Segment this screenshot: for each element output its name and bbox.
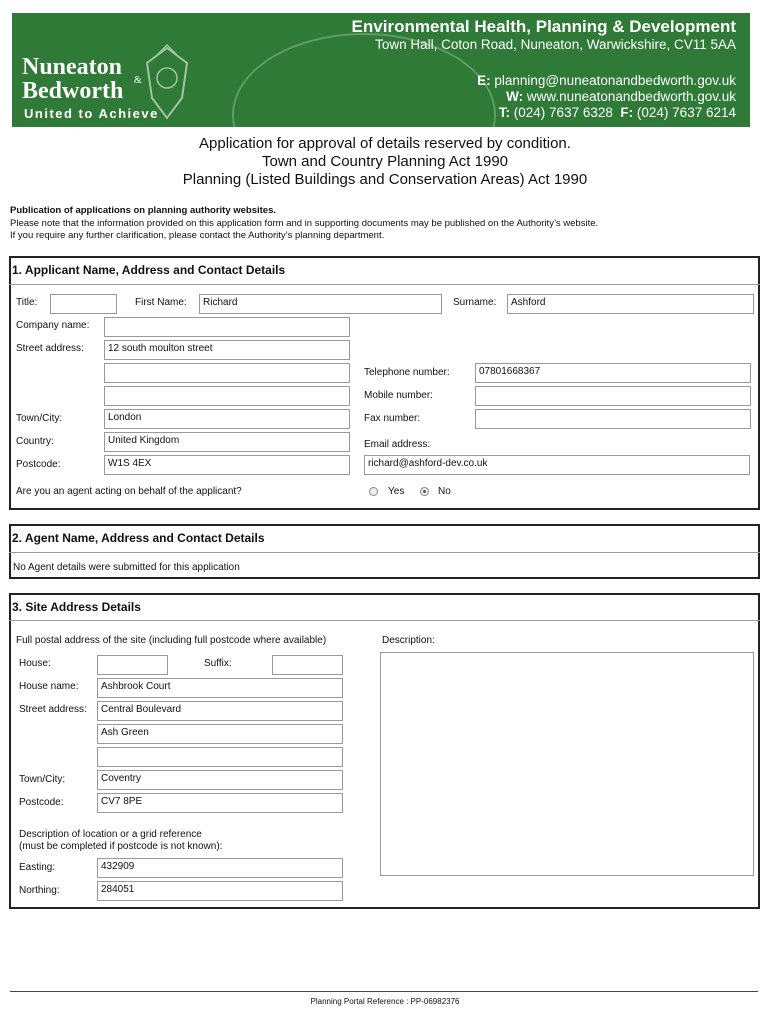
tel-value: (024) 7637 6328	[513, 105, 613, 120]
site-street-label: Street address:	[19, 704, 87, 715]
site-town-field[interactable]: Coventry	[97, 770, 343, 790]
publication-line2: If you require any further clarification, please contact the Authority’s planning department.	[10, 230, 385, 241]
agent-yes-label: Yes	[388, 486, 405, 497]
surname-field[interactable]: Ashford	[507, 294, 754, 314]
company-label: Company name:	[16, 320, 90, 331]
header-phone	[499, 105, 736, 120]
first-name-field[interactable]: Richard	[199, 294, 442, 314]
publication-heading: Publication of applications on planning authority websites.	[10, 205, 277, 216]
easting-label: Easting:	[19, 862, 56, 873]
email-label: E:	[477, 73, 491, 88]
logo-motto: United to Achieve	[24, 106, 159, 121]
form-title-line1: Application for approval of details reserved by condition.	[199, 135, 571, 152]
house-name-field[interactable]: Ashbrook Court	[97, 678, 343, 698]
portal-reference: Planning Portal Reference : PP-06982376	[310, 997, 460, 1006]
country-field[interactable]: United Kingdom	[104, 432, 350, 452]
fax-field[interactable]	[475, 409, 751, 429]
divider	[9, 552, 760, 553]
fax-label: F:	[620, 105, 634, 120]
telephone-field[interactable]: 07801668367	[475, 363, 751, 383]
street-field-2[interactable]	[104, 363, 350, 383]
site-postcode-field[interactable]: CV7 8PE	[97, 793, 343, 813]
web-value[interactable]: www.nuneatonandbedworth.gov.uk	[526, 89, 736, 104]
agent-heading: 2. Agent Name, Address and Contact Details	[12, 531, 265, 545]
country-label: Country:	[16, 436, 54, 447]
suffix-field[interactable]	[272, 655, 343, 675]
fax-label: Fax number:	[364, 413, 421, 424]
agent-no-radio[interactable]	[420, 487, 429, 496]
mobile-label: Mobile number:	[364, 390, 433, 401]
header-email[interactable]	[477, 73, 736, 88]
site-heading: 3. Site Address Details	[12, 600, 141, 614]
suffix-label: Suffix:	[204, 658, 232, 669]
postcode-label: Postcode:	[16, 459, 61, 470]
footer-divider	[10, 991, 758, 992]
northing-label: Northing:	[19, 885, 60, 896]
title-field[interactable]	[50, 294, 117, 314]
title-label: Title:	[16, 297, 38, 308]
agent-note: No Agent details were submitted for this application	[13, 562, 240, 573]
telephone-label: Telephone number:	[364, 367, 450, 378]
agent-yes-radio[interactable]	[369, 487, 378, 496]
postcode-field[interactable]: W1S 4EX	[104, 455, 350, 475]
email-value[interactable]: planning@nuneatonandbedworth.gov.uk	[494, 73, 736, 88]
street-field-1[interactable]: 12 south moulton street	[104, 340, 350, 360]
department-address: Town Hall, Coton Road, Nuneaton, Warwickshire, CV11 5AA	[375, 37, 736, 52]
easting-field[interactable]: 432909	[97, 858, 343, 878]
divider	[9, 284, 760, 285]
town-label: Town/City:	[16, 413, 63, 424]
surname-label: Surname:	[453, 297, 497, 308]
site-street-field-3[interactable]	[97, 747, 343, 767]
first-name-label: First Name:	[135, 297, 187, 308]
company-field[interactable]	[104, 317, 350, 337]
grid-note-line1: Description of location or a grid reference	[19, 829, 202, 840]
site-description-field[interactable]	[380, 652, 754, 876]
site-street-field-1[interactable]: Central Boulevard	[97, 701, 343, 721]
street-label: Street address:	[16, 343, 84, 354]
email-field[interactable]: richard@ashford-dev.co.uk	[364, 455, 750, 475]
agent-no-label: No	[438, 486, 451, 497]
fax-value: (024) 7637 6214	[636, 105, 736, 120]
form-title-line2: Town and Country Planning Act 1990	[262, 153, 508, 170]
form-title-line3: Planning (Listed Buildings and Conservation Areas) Act 1990	[182, 171, 588, 188]
house-name-label: House name:	[19, 681, 79, 692]
house-field[interactable]	[97, 655, 168, 675]
agent-question: Are you an agent acting on behalf of the applicant?	[16, 486, 242, 497]
web-label: W:	[506, 89, 524, 104]
header-web[interactable]	[506, 89, 736, 104]
logo-line2: Bedworth	[22, 78, 124, 104]
site-intro: Full postal address of the site (including full postcode where available)	[16, 635, 327, 646]
street-field-3[interactable]	[104, 386, 350, 406]
house-label: House:	[19, 658, 51, 669]
site-postcode-label: Postcode:	[19, 797, 64, 808]
divider	[9, 620, 760, 621]
northing-field[interactable]: 284051	[97, 881, 343, 901]
tel-label: T:	[498, 105, 511, 120]
email-label: Email address:	[364, 439, 431, 450]
site-town-label: Town/City:	[19, 774, 66, 785]
logo-ampersand: &	[134, 75, 142, 86]
town-field[interactable]: London	[104, 409, 350, 429]
site-street-field-2[interactable]: Ash Green	[97, 724, 343, 744]
grid-note-line2: (must be completed if postcode is not known):	[19, 841, 223, 852]
site-description-label: Description:	[382, 635, 435, 646]
department-title: Environmental Health, Planning & Development	[351, 17, 736, 36]
mobile-field[interactable]	[475, 386, 751, 406]
applicant-heading: 1. Applicant Name, Address and Contact Details	[12, 263, 286, 277]
logo-line1: Nuneaton	[22, 54, 123, 80]
publication-line1: Please note that the information provided on this application form and in supporting documents may be published on the Authority’s website.	[10, 218, 599, 229]
